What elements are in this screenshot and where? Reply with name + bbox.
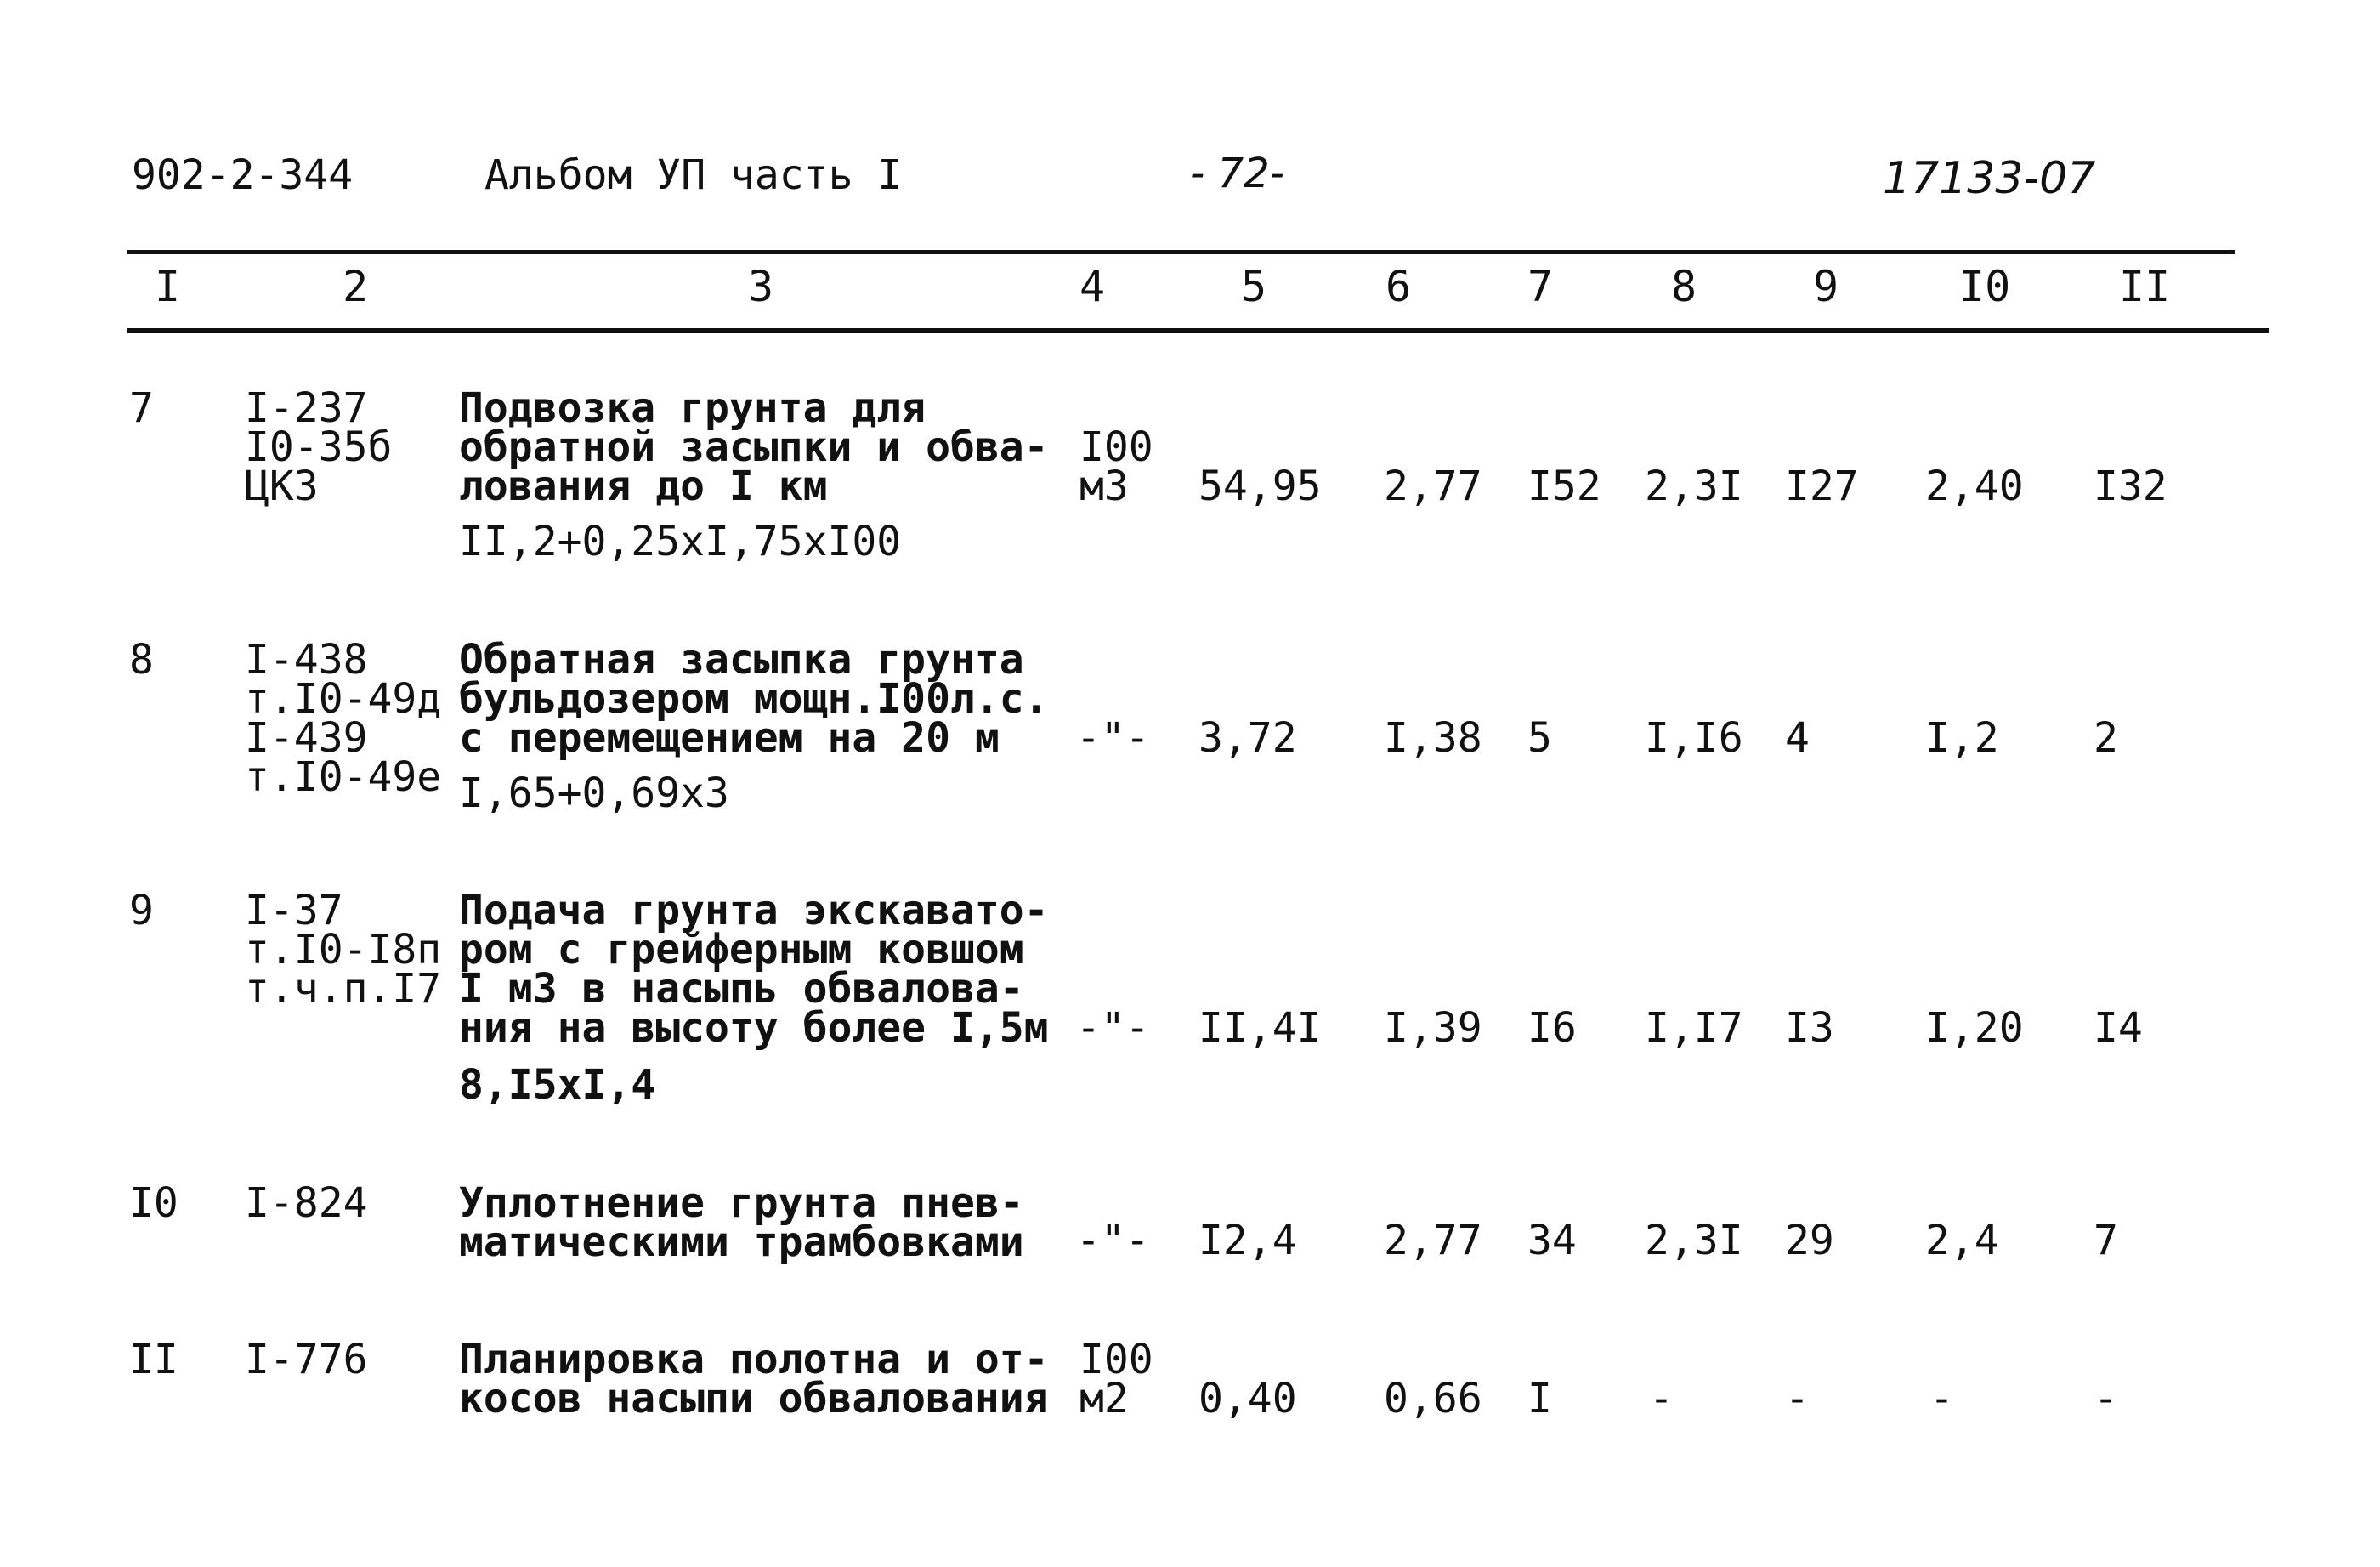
- table-row-num: 9: [129, 887, 154, 934]
- row-value-col11: I4: [2094, 1004, 2143, 1052]
- row-value-col11: I32: [2094, 463, 2168, 510]
- column-number-6: 6: [1386, 262, 1412, 311]
- row-value-col7: 5: [1527, 714, 1552, 762]
- row-value-col6: 2,77: [1384, 1217, 1482, 1264]
- row-value-col5: I2,4: [1198, 1217, 1297, 1264]
- row-unit: -"-: [1076, 1004, 1150, 1052]
- column-number-10: I0: [1959, 262, 2011, 311]
- row-code: I-37 т.I0-I8п т.ч.п.I7: [245, 887, 442, 1013]
- row-value-col8: I,I7: [1645, 1004, 1743, 1052]
- table-row-num: 7: [129, 384, 154, 432]
- archive-stamp: 17133-07: [1883, 153, 2096, 204]
- row-value-col11: 7: [2094, 1217, 2118, 1264]
- row-value-col10: 2,40: [1925, 463, 2024, 510]
- table-header-rule: [128, 328, 2270, 333]
- row-value-col8: -: [1649, 1375, 1674, 1422]
- row-value-col6: 2,77: [1384, 463, 1482, 510]
- row-value-col5: 0,40: [1198, 1375, 1297, 1422]
- row-description: Уплотнение грунта пнев- матическими трамбовками: [459, 1179, 1024, 1266]
- row-value-col6: I,39: [1384, 1004, 1482, 1052]
- row-unit: -"-: [1076, 714, 1150, 762]
- row-value-col5: 3,72: [1198, 714, 1297, 762]
- column-number-3: 3: [748, 262, 774, 311]
- document-code: 902-2-344: [132, 151, 354, 199]
- table-top-rule: [128, 250, 2236, 254]
- row-value-col10: I,20: [1925, 1004, 2024, 1052]
- row-code: I-824: [245, 1179, 368, 1227]
- row-formula: 8,I5xI,4: [459, 1061, 656, 1109]
- row-value-col7: I52: [1527, 463, 1601, 510]
- column-number-9: 9: [1813, 262, 1839, 311]
- row-description: Обратная засыпка грунта бульдозером мощн.I00л.с. с перемещением на 20 м: [459, 636, 1049, 762]
- row-code: I-438 т.I0-49д I-439 т.I0-49е: [245, 636, 442, 801]
- column-number-1: I: [155, 262, 181, 311]
- row-code: I-237 I0-35б ЦК3: [245, 384, 393, 510]
- row-value-col9: I3: [1785, 1004, 1834, 1052]
- row-value-col8: I,I6: [1645, 714, 1743, 762]
- album-title: Альбом УП часть I: [484, 151, 903, 199]
- row-formula: II,2+0,25xI,75xI00: [459, 518, 902, 565]
- table-row-num: I0: [129, 1179, 178, 1227]
- column-number-2: 2: [343, 262, 369, 311]
- page-number: - 72-: [1190, 150, 1284, 197]
- column-number-4: 4: [1080, 262, 1106, 311]
- row-value-col11: 2: [2094, 714, 2118, 762]
- row-value-col11: -: [2094, 1375, 2118, 1422]
- column-number-5: 5: [1241, 262, 1267, 311]
- row-code: I-776: [245, 1336, 368, 1383]
- table-row-num: II: [129, 1336, 178, 1383]
- column-number-7: 7: [1527, 262, 1554, 311]
- row-value-col7: I: [1527, 1375, 1552, 1422]
- row-description: Подвозка грунта для обратной засыпки и обва- лования до I км: [459, 384, 1049, 510]
- column-number-8: 8: [1671, 262, 1697, 311]
- row-value-col5: 54,95: [1198, 463, 1322, 510]
- column-number-11: II: [2119, 262, 2171, 311]
- row-value-col5: II,4I: [1198, 1004, 1322, 1052]
- row-value-col9: -: [1785, 1375, 1810, 1422]
- row-unit: -"-: [1076, 1217, 1150, 1264]
- row-value-col10: 2,4: [1925, 1217, 1999, 1264]
- row-description: Подача грунта экскавато- ром с грейферным ковшом I м3 в насыпь обвалова- ния на высоту более I,5м: [459, 887, 1049, 1052]
- row-value-col8: 2,3I: [1645, 1217, 1743, 1264]
- row-unit: I00 м3: [1080, 423, 1153, 510]
- row-formula: I,65+0,69x3: [459, 769, 729, 817]
- row-value-col9: I27: [1785, 463, 1859, 510]
- row-unit: I00 м2: [1080, 1336, 1153, 1422]
- row-value-col9: 29: [1785, 1217, 1834, 1264]
- row-value-col9: 4: [1785, 714, 1810, 762]
- row-value-col8: 2,3I: [1645, 463, 1743, 510]
- row-value-col6: 0,66: [1384, 1375, 1482, 1422]
- row-value-col7: I6: [1527, 1004, 1577, 1052]
- row-value-col7: 34: [1527, 1217, 1577, 1264]
- row-value-col6: I,38: [1384, 714, 1482, 762]
- row-value-col10: I,2: [1925, 714, 1999, 762]
- row-value-col10: -: [1930, 1375, 1954, 1422]
- table-row-num: 8: [129, 636, 154, 684]
- row-description: Планировка полотна и от- косов насыпи обвалования: [459, 1336, 1049, 1422]
